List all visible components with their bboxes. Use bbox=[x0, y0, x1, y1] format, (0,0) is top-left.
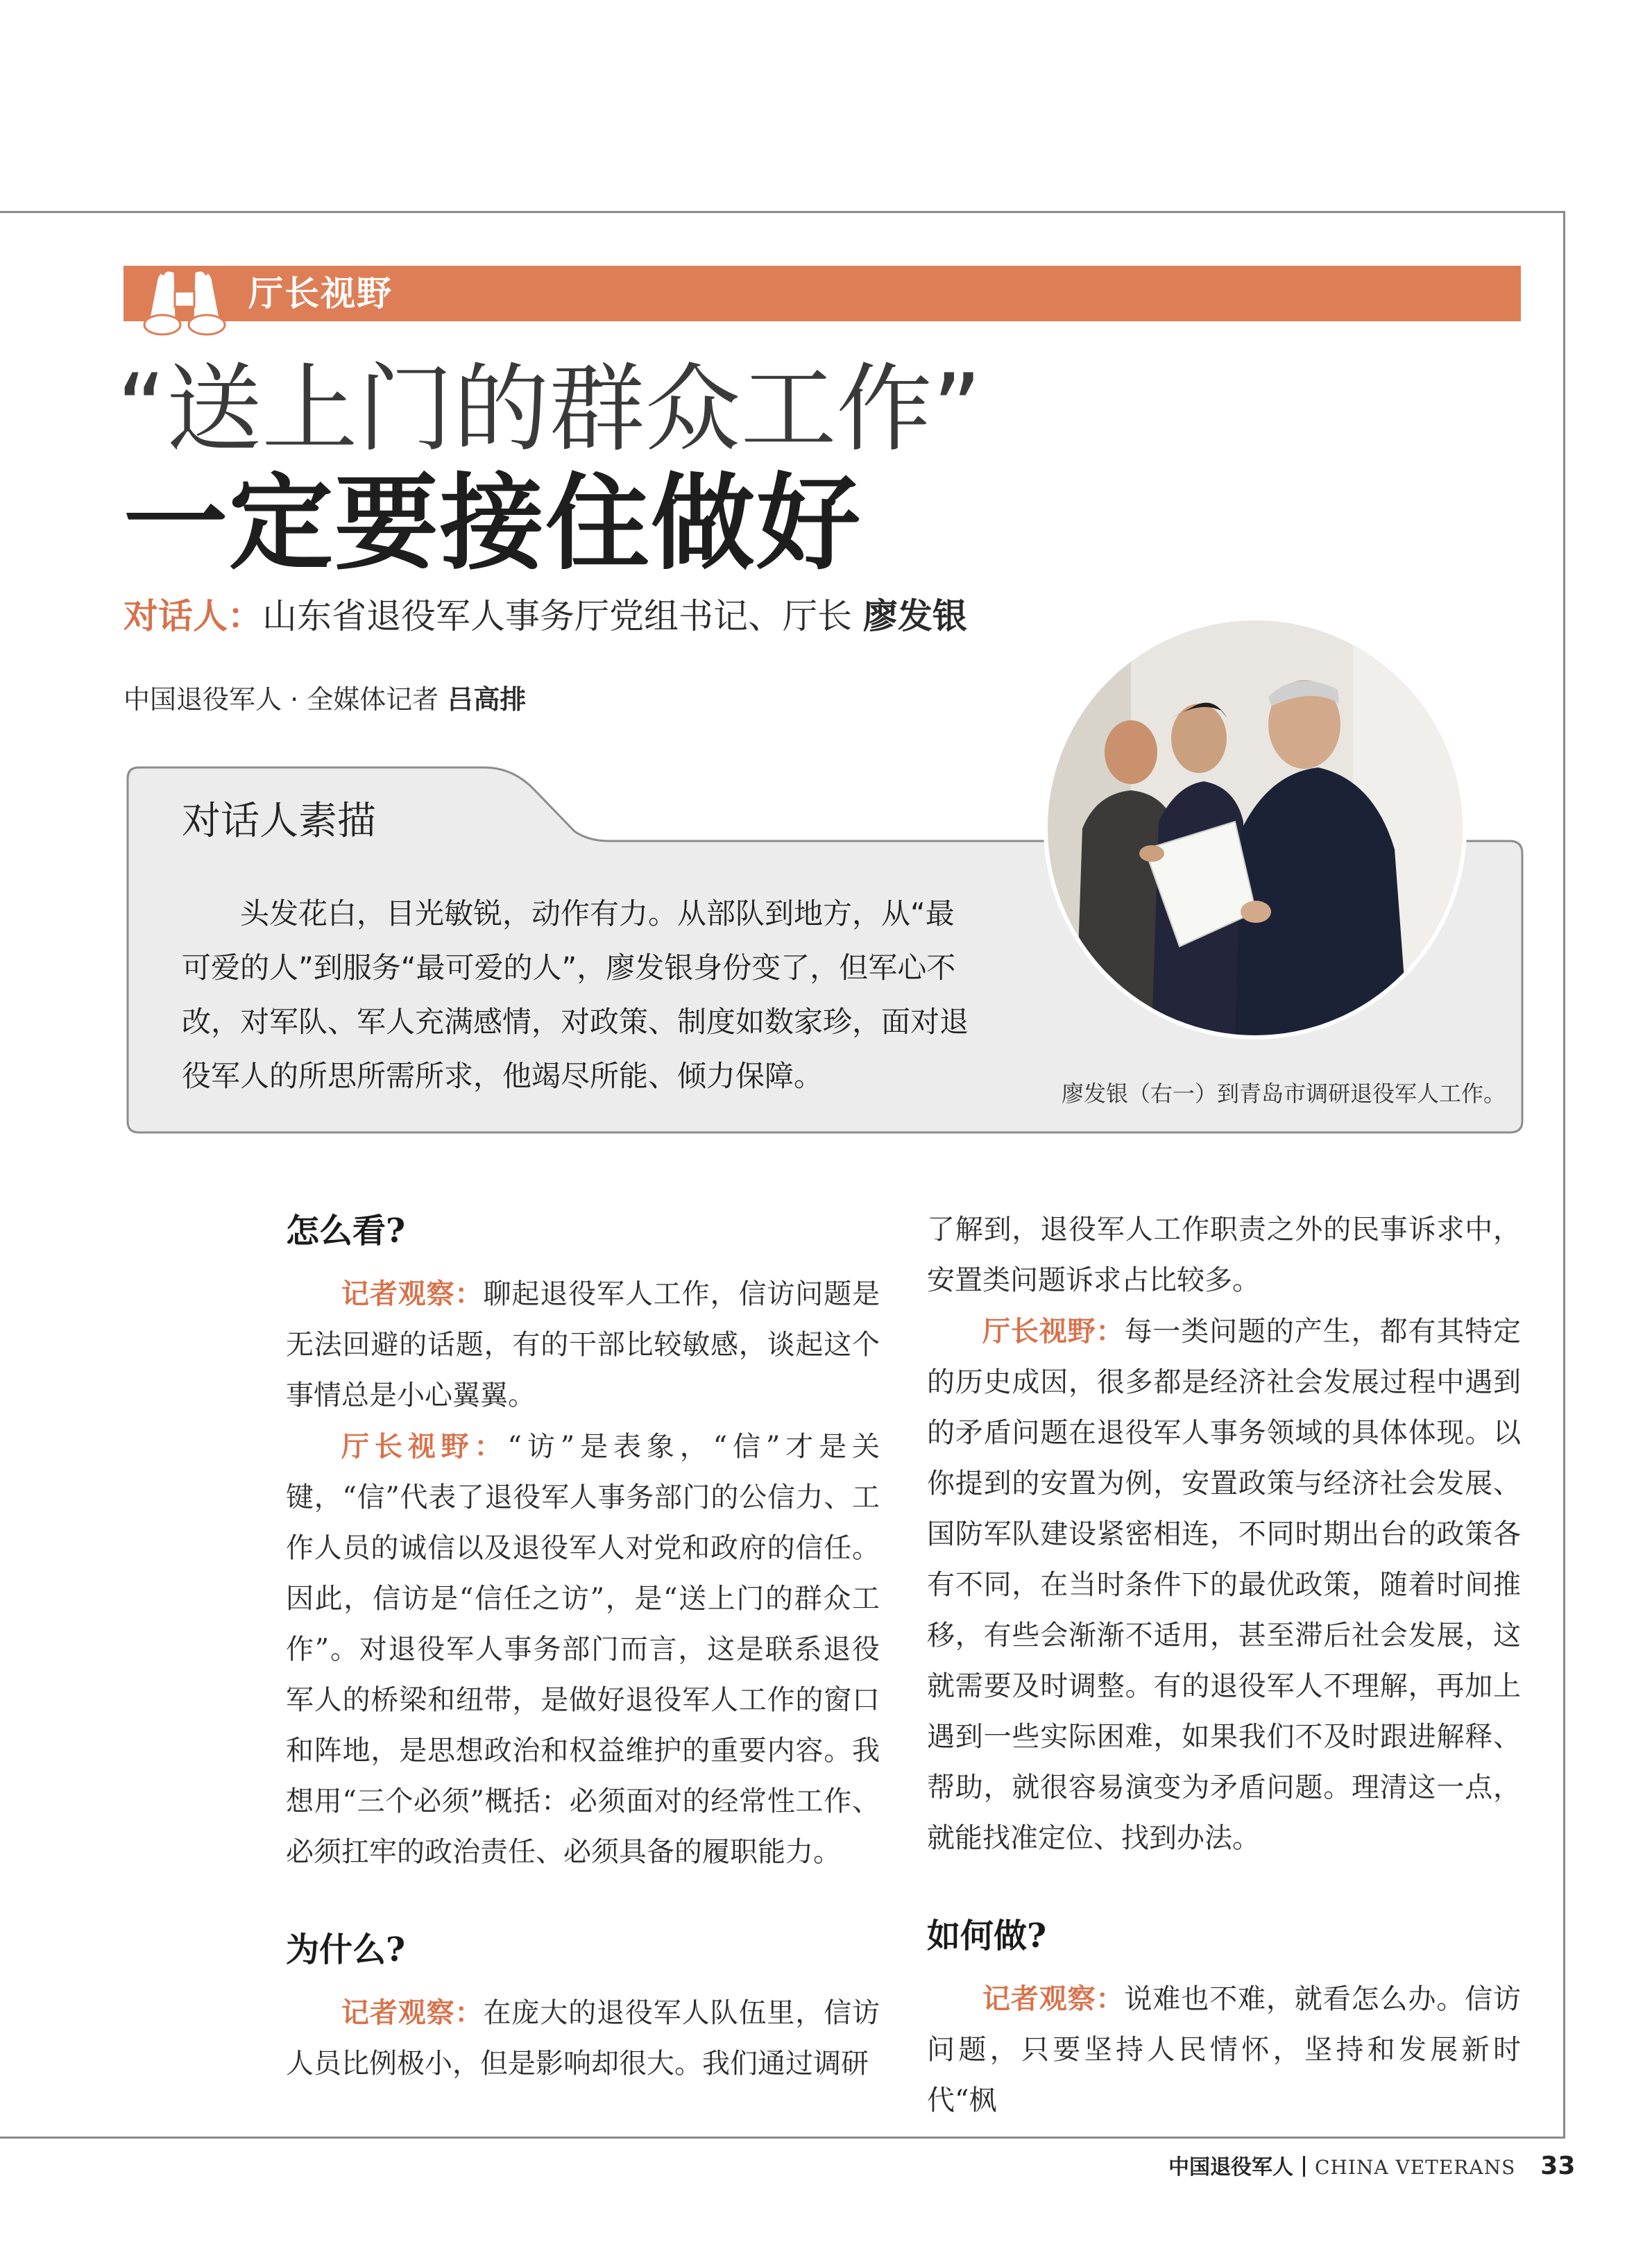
page-footer bbox=[1168, 2147, 1575, 2186]
reporter-prefix: 中国退役军人 · 全媒体记者 bbox=[124, 684, 448, 715]
footer-divider bbox=[1303, 2156, 1305, 2177]
paragraph-text: 在庞大的退役军人队伍里，信访人员比例极小，但是影响却很大。我们通过调研 bbox=[286, 1997, 880, 2080]
section-heading-how-to-do: 如何做? bbox=[927, 1917, 1047, 1955]
interviewee-label: 对话人： bbox=[124, 596, 262, 636]
paragraph-director-view bbox=[286, 1421, 880, 1878]
paragraph-reporter-observation bbox=[286, 1987, 880, 2089]
section-heading-why: 为什么? bbox=[286, 1930, 406, 1969]
interviewee-role: 山东省退役军人事务厅党组书记、厅长 bbox=[262, 596, 863, 636]
paragraph-reporter-observation bbox=[927, 1973, 1521, 2126]
paragraph-text: 每一类问题的产生，都有其特定的历史成因，很多都是经济社会发展过程中遇到的矛盾问题在退役军人事务领域的具体体现。以你提到的安置为例，安置政策与经济社会发展、国防军队建设紧密相连，不同时期出台的政策各有不同，在当时条件下的最优政策，随着时间推移，有些会渐渐不适用，甚至滞后社会发展，这就需要及时调整。有的退役军人不理解，再加上遇到一些实际困难，如果我们不及时跟进解释、帮助，就很容易演变为矛盾问题。理清这一点，就能找准定位、找到办法。 bbox=[927, 1316, 1522, 1854]
interview-photo bbox=[1044, 616, 1467, 1039]
paragraph-continuation: 了解到，退役军人工作职责之外的民事诉求中，安置类问题诉求占比较多。 bbox=[927, 1214, 1521, 1296]
photo-caption: 廖发银（右一）到青岛市调研退役军人工作。 bbox=[1062, 1080, 1506, 1107]
interviewee-line bbox=[124, 591, 967, 641]
director-view-tag: 厅长视野： bbox=[341, 1430, 508, 1463]
article-column-left bbox=[286, 1205, 880, 2089]
reporter-line bbox=[124, 680, 526, 719]
page-number: 33 bbox=[1540, 2152, 1576, 2180]
footer-english-title: CHINA VETERANS bbox=[1315, 2156, 1516, 2179]
binoculars-icon bbox=[136, 261, 233, 339]
article-column-right bbox=[927, 1205, 1521, 2126]
footer-brand: 中国退役军人 bbox=[1168, 2155, 1293, 2180]
paragraph-text: “访”是表象，“信”才是关键，“信”代表了退役军人事务部门的公信力、工作人员的诚信以及退役军人对党和政府的信任。因此，信访是“信任之访”，是“送上门的群众工作”。对退役军人事务部门而言，这是联系退役军人的桥梁和纽带，是做好退役军人工作的窗口和阵地，是思想政治和权益维护的重要内容。我想用“三个必须”概括：必须面对的经常性工作、必须扛牢的政治责任、必须具备的履职能力。 bbox=[286, 1431, 880, 1868]
paragraph-text: 说难也不难，就看怎么办。信访问题，只要坚持人民情怀，坚持和发展新时代“枫 bbox=[927, 1983, 1522, 2116]
reporter-name: 吕高排 bbox=[447, 684, 527, 715]
reporter-observation-tag: 记者观察： bbox=[341, 1277, 484, 1310]
director-view-tag: 厅长视野： bbox=[982, 1315, 1125, 1348]
column-label: 厅长视野 bbox=[248, 273, 393, 314]
section-heading-how-to-see: 怎么看? bbox=[286, 1212, 406, 1250]
paragraph-reporter-observation bbox=[286, 1268, 880, 1421]
headline-line-2: 一定要接住做好 bbox=[124, 464, 862, 584]
reporter-observation-tag: 记者观察： bbox=[341, 1996, 484, 2029]
paragraph-director-view bbox=[927, 1306, 1521, 1864]
profile-title: 对话人素描 bbox=[182, 799, 376, 844]
interviewee-name: 廖发银 bbox=[862, 596, 967, 636]
reporter-observation-tag: 记者观察： bbox=[982, 1982, 1125, 2015]
paragraph-text: 聊起退役军人工作，信访问题是无法回避的话题，有的干部比较敏感，谈起这个事情总是小心翼翼。 bbox=[286, 1278, 880, 1411]
profile-text: 头发花白，目光敏锐，动作有力。从部队到地方，从“最可爱的人”到服务“最可爱的人”，廖发银身份变了，但军心不改，对军队、军人充满感情，对政策、制度如数家珍，面对退役军人的所思所需所求，他竭尽所能、倾力保障。 bbox=[182, 897, 969, 1093]
headline-line-1: “送上门的群众工作” bbox=[117, 353, 982, 465]
